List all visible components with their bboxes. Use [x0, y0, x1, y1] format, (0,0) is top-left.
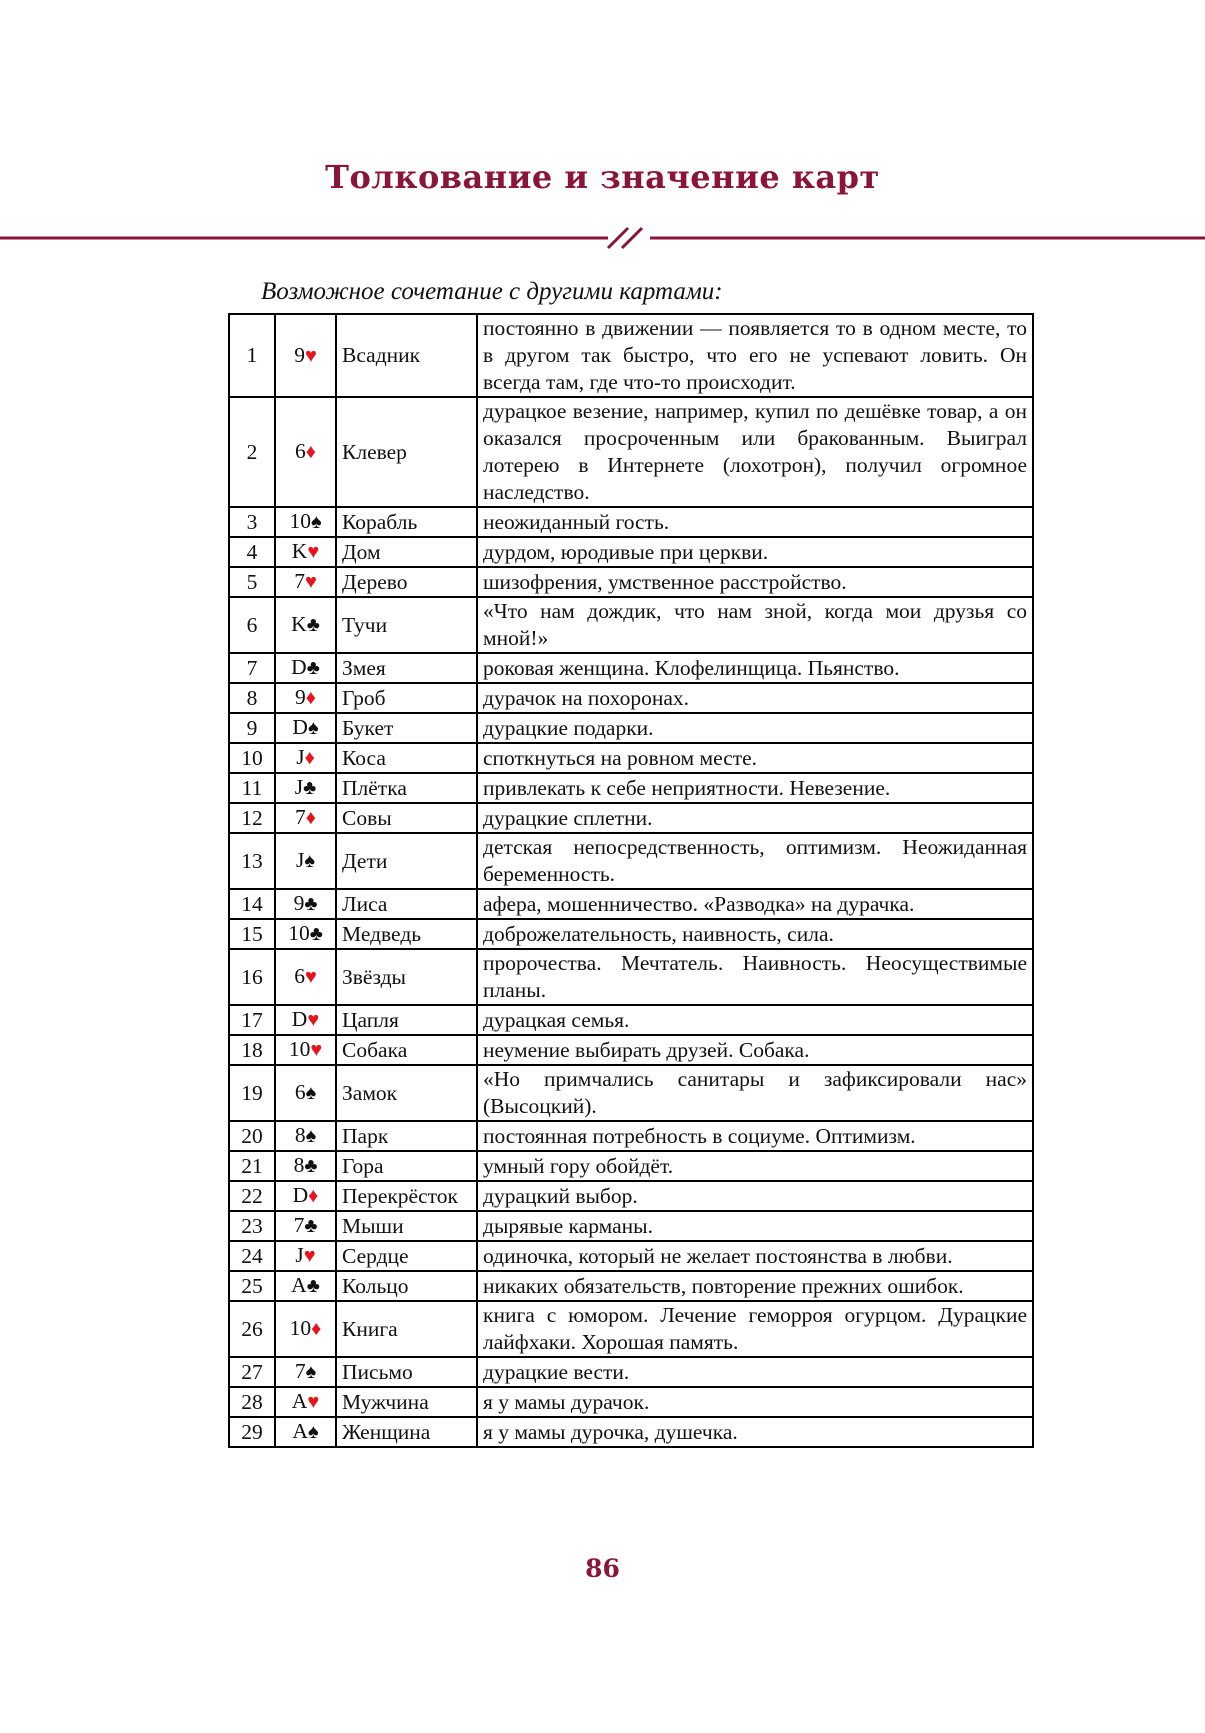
card-name: Гора [336, 1151, 477, 1181]
card-name: Медведь [336, 919, 477, 949]
card-name: Тучи [336, 597, 477, 653]
card-number: 6 [229, 597, 275, 653]
card-meaning: одиночка, который не желает постоянства в любви. [477, 1241, 1033, 1271]
card-meaning: дурацкие сплетни. [477, 803, 1033, 833]
card-name: Книга [336, 1301, 477, 1357]
card-number: 28 [229, 1387, 275, 1417]
table-row [229, 713, 1033, 743]
table-row [229, 1151, 1033, 1181]
suit-icon: ♠ [310, 511, 322, 533]
suit-icon: ♠ [305, 1125, 317, 1147]
table-row [229, 567, 1033, 597]
table-row [229, 1035, 1033, 1065]
card-number: 15 [229, 919, 275, 949]
playing-card [275, 1065, 336, 1121]
table-row [229, 1241, 1033, 1271]
card-rank: 8 [294, 1123, 306, 1147]
card-meaning: привлекать к себе неприятности. Невезение. [477, 773, 1033, 803]
card-number: 24 [229, 1241, 275, 1271]
card-name: Парк [336, 1121, 477, 1151]
card-meaning: неумение выбирать друзей. Собака. [477, 1035, 1033, 1065]
card-rank: 9 [293, 891, 305, 915]
card-rank: K [291, 539, 308, 563]
table-row [229, 1005, 1033, 1035]
suit-icon: ♦ [305, 807, 316, 829]
table-row [229, 889, 1033, 919]
suit-icon: ♣ [304, 893, 318, 915]
card-number: 5 [229, 567, 275, 597]
card-rank: 7 [293, 1213, 305, 1237]
playing-card [275, 1241, 336, 1271]
card-name: Дети [336, 833, 477, 889]
card-name: Дерево [336, 567, 477, 597]
table-row [229, 833, 1033, 889]
card-rank: 9 [295, 685, 306, 709]
table-row [229, 1301, 1033, 1357]
playing-card [275, 743, 336, 773]
card-number: 13 [229, 833, 275, 889]
card-meaning: детская непосредственность, оптимизм. Неожиданная беременность. [477, 833, 1033, 889]
card-meaning: никаких обязательств, повторение прежних ошибок. [477, 1271, 1033, 1301]
card-rank: J [294, 775, 304, 799]
card-meaning: доброжелательность, наивность, сила. [477, 919, 1033, 949]
suit-icon: ♠ [307, 717, 319, 739]
suit-icon: ♥ [307, 541, 320, 563]
playing-card [275, 1181, 336, 1211]
card-number: 2 [229, 397, 275, 507]
card-rank: 10 [289, 1316, 312, 1340]
table-row [229, 397, 1033, 507]
suit-icon: ♠ [305, 1082, 317, 1104]
card-number: 29 [229, 1417, 275, 1447]
suit-icon: ♦ [304, 747, 315, 769]
card-name: Клевер [336, 397, 477, 507]
card-name: Собака [336, 1035, 477, 1065]
card-number: 22 [229, 1181, 275, 1211]
playing-card [275, 537, 336, 567]
card-number: 10 [229, 743, 275, 773]
card-rank: D [291, 1007, 308, 1031]
card-name: Перекрёсток [336, 1181, 477, 1211]
playing-card [275, 597, 336, 653]
table-row [229, 803, 1033, 833]
card-rank: 7 [295, 805, 306, 829]
card-name: Мужчина [336, 1387, 477, 1417]
card-number: 18 [229, 1035, 275, 1065]
card-number: 11 [229, 773, 275, 803]
suit-icon: ♠ [307, 1421, 319, 1443]
card-name: Лиса [336, 889, 477, 919]
card-number: 9 [229, 713, 275, 743]
suit-icon: ♥ [310, 1039, 323, 1061]
card-number: 1 [229, 314, 275, 397]
card-rank: 9 [294, 342, 305, 367]
card-number: 14 [229, 889, 275, 919]
card-meaning: шизофрения, умственное расстройство. [477, 567, 1033, 597]
card-meaning: дурацкое везение, например, купил по дешёвке товар, а он оказался просроченным или бракованным. Выиграл лотерею в Интернете (лохотрон), получил огромное наследство. [477, 397, 1033, 507]
card-number: 16 [229, 949, 275, 1005]
playing-card [275, 1387, 336, 1417]
table-row [229, 1211, 1033, 1241]
card-meaning: «Что нам дождик, что нам зной, когда мои друзья со мной!» [477, 597, 1033, 653]
suit-icon: ♣ [306, 614, 320, 636]
playing-card [275, 397, 336, 507]
card-name: Всадник [336, 314, 477, 397]
card-meaning: дурдом, юродивые при церкви. [477, 537, 1033, 567]
card-number: 20 [229, 1121, 275, 1151]
card-rank: 7 [294, 569, 305, 593]
suit-icon: ♦ [305, 441, 316, 463]
card-rank: A [292, 1419, 308, 1443]
card-rank: 10 [288, 921, 310, 945]
suit-icon: ♥ [304, 571, 317, 593]
card-name: Совы [336, 803, 477, 833]
suit-icon: ♣ [309, 923, 323, 945]
card-number: 8 [229, 683, 275, 713]
card-meaning: постоянно в движении — появляется то в одном месте, то в другом так быстро, что его не успевают ловить. Он всегда там, где что-то происходит. [477, 314, 1033, 397]
card-name: Змея [336, 653, 477, 683]
card-number: 26 [229, 1301, 275, 1357]
card-rank: 6 [294, 1080, 306, 1104]
card-meaning: дурацкая семья. [477, 1005, 1033, 1035]
card-name: Цапля [336, 1005, 477, 1035]
card-table-body [229, 314, 1033, 1447]
table-row [229, 743, 1033, 773]
card-number: 4 [229, 537, 275, 567]
card-name: Гроб [336, 683, 477, 713]
card-name: Дом [336, 537, 477, 567]
playing-card [275, 1357, 336, 1387]
playing-card [275, 919, 336, 949]
card-meaning: дырявые карманы. [477, 1211, 1033, 1241]
card-number: 12 [229, 803, 275, 833]
suit-icon: ♦ [305, 687, 316, 709]
table-caption: Возможное сочетание с другими картами: [261, 278, 723, 305]
card-rank: 7 [294, 1359, 306, 1383]
table-row [229, 683, 1033, 713]
playing-card [275, 889, 336, 919]
card-meaning: дурачок на похоронах. [477, 683, 1033, 713]
table-row [229, 1121, 1033, 1151]
page-title: Толкование и значение карт [325, 158, 880, 196]
card-rank: 10 [289, 509, 311, 533]
playing-card [275, 949, 336, 1005]
playing-card [275, 1271, 336, 1301]
playing-card [275, 1005, 336, 1035]
playing-card [275, 653, 336, 683]
card-meaning: пророчества. Мечтатель. Наивность. Неосуществимые планы. [477, 949, 1033, 1005]
table-row [229, 1271, 1033, 1301]
playing-card [275, 1417, 336, 1447]
playing-card [275, 1035, 336, 1065]
card-name: Мыши [336, 1211, 477, 1241]
card-name: Женщина [336, 1417, 477, 1447]
card-rank: 8 [293, 1153, 305, 1177]
card-combinations-table [228, 313, 1034, 1448]
playing-card [275, 314, 336, 397]
table-row [229, 314, 1033, 397]
playing-card [275, 1121, 336, 1151]
card-number: 21 [229, 1151, 275, 1181]
table-row [229, 1417, 1033, 1447]
suit-icon: ♣ [303, 777, 317, 799]
card-rank: 6 [294, 964, 305, 988]
suit-icon: ♣ [306, 1275, 320, 1297]
card-name: Замок [336, 1065, 477, 1121]
card-meaning: книга с юмором. Лечение геморроя огурцом. Дурацкие лайфхаки. Хорошая память. [477, 1301, 1033, 1357]
playing-card [275, 1151, 336, 1181]
suit-icon: ♥ [304, 344, 317, 367]
card-name: Коса [336, 743, 477, 773]
suit-icon: ♥ [304, 966, 317, 988]
playing-card [275, 507, 336, 537]
card-meaning: споткнуться на ровном месте. [477, 743, 1033, 773]
card-rank: K [291, 612, 307, 636]
card-name: Букет [336, 713, 477, 743]
suit-icon: ♥ [307, 1009, 320, 1031]
table-row [229, 507, 1033, 537]
card-meaning: дурацкие подарки. [477, 713, 1033, 743]
card-meaning: я у мамы дурочка, душечка. [477, 1417, 1033, 1447]
page-number: 86 [585, 1554, 620, 1583]
suit-icon: ♦ [308, 1185, 319, 1207]
card-rank: 10 [288, 1037, 311, 1061]
card-number: 3 [229, 507, 275, 537]
playing-card [275, 1301, 336, 1357]
card-meaning: афера, мошенничество. «Разводка» на дурачка. [477, 889, 1033, 919]
table-row [229, 773, 1033, 803]
table-row [229, 1065, 1033, 1121]
card-name: Звёзды [336, 949, 477, 1005]
card-meaning: роковая женщина. Клофелинщица. Пьянство. [477, 653, 1033, 683]
card-name: Кольцо [336, 1271, 477, 1301]
card-rank: D [292, 715, 308, 739]
card-rank: J [296, 745, 305, 769]
card-rank: A [291, 1389, 308, 1413]
card-meaning: дурацкий выбор. [477, 1181, 1033, 1211]
card-number: 17 [229, 1005, 275, 1035]
playing-card [275, 773, 336, 803]
card-number: 19 [229, 1065, 275, 1121]
card-rank: 6 [295, 439, 306, 463]
card-rank: J [295, 1243, 304, 1267]
table-row [229, 1357, 1033, 1387]
table-row [229, 597, 1033, 653]
table-row [229, 1181, 1033, 1211]
table-row [229, 537, 1033, 567]
table-row [229, 919, 1033, 949]
suit-icon: ♥ [303, 1245, 316, 1267]
card-name: Плётка [336, 773, 477, 803]
playing-card [275, 683, 336, 713]
suit-icon: ♠ [304, 850, 315, 872]
suit-icon: ♣ [304, 1155, 318, 1177]
table-row [229, 949, 1033, 1005]
card-meaning: постоянная потребность в социуме. Оптимизм. [477, 1121, 1033, 1151]
playing-card [275, 803, 336, 833]
playing-card [275, 833, 336, 889]
card-rank: A [291, 1273, 307, 1297]
suit-icon: ♠ [305, 1361, 317, 1383]
suit-icon: ♣ [304, 1215, 318, 1237]
suit-icon: ♥ [307, 1391, 320, 1413]
card-number: 25 [229, 1271, 275, 1301]
table-row [229, 1387, 1033, 1417]
playing-card [275, 567, 336, 597]
card-number: 27 [229, 1357, 275, 1387]
suit-icon: ♦ [311, 1318, 322, 1340]
card-name: Сердце [336, 1241, 477, 1271]
table-row [229, 653, 1033, 683]
card-name: Корабль [336, 507, 477, 537]
card-meaning: неожиданный гость. [477, 507, 1033, 537]
card-rank: J [296, 848, 305, 872]
playing-card [275, 713, 336, 743]
card-meaning: умный гору обойдёт. [477, 1151, 1033, 1181]
card-name: Письмо [336, 1357, 477, 1387]
suit-icon: ♣ [306, 657, 320, 679]
card-meaning: я у мамы дурачок. [477, 1387, 1033, 1417]
card-number: 23 [229, 1211, 275, 1241]
card-rank: D [292, 1183, 309, 1207]
header-divider [0, 226, 1205, 250]
playing-card [275, 1211, 336, 1241]
card-meaning: «Но примчались санитары и зафиксировали нас» (Высоцкий). [477, 1065, 1033, 1121]
card-rank: D [291, 655, 307, 679]
card-number: 7 [229, 653, 275, 683]
card-meaning: дурацкие вести. [477, 1357, 1033, 1387]
